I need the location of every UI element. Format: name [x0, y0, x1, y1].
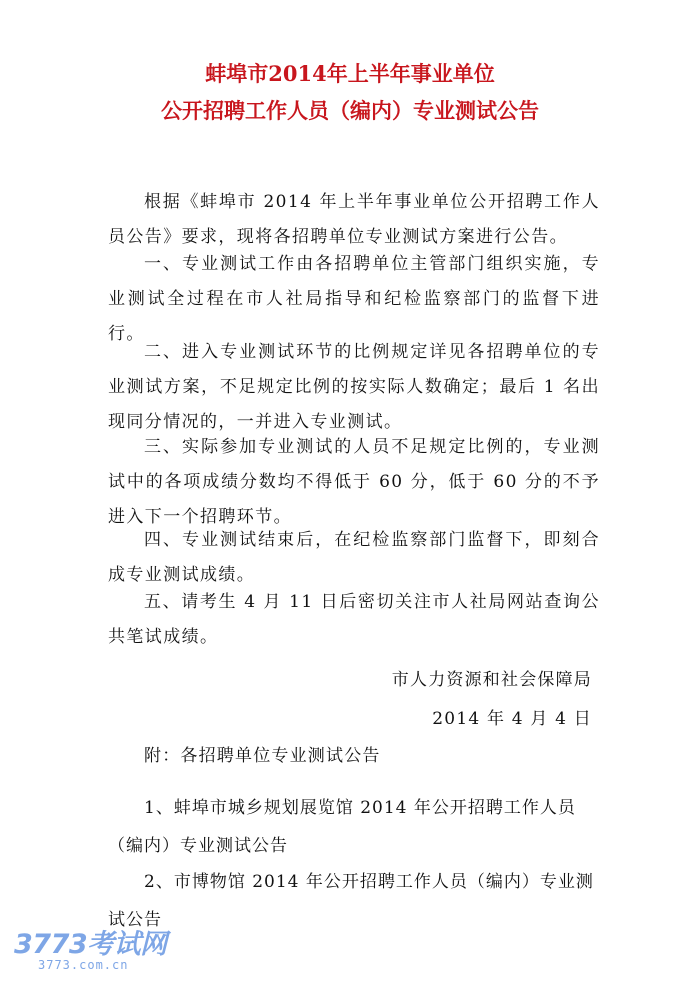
watermark-domain-text: 3773.com.cn — [38, 958, 129, 972]
paragraph-item-3: 三、实际参加专业测试的人员不足规定比例的，专业测试中的各项成绩分数均不得低于 60 分，低于 60 分的不予进入下一个招聘环节。 — [108, 437, 600, 527]
paragraph-item-4: 四、专业测试结束后，在纪检监察部门监督下，即刻合成专业测试成绩。 — [108, 530, 600, 585]
notice-title-line-2: 公开招聘工作人员（编内）专业测试公告 — [161, 98, 539, 123]
attachment-link-2[interactable]: 2、市博物馆 2014 年公开招聘工作人员（编内）专业测试公告 — [108, 872, 594, 930]
attachment-link-1[interactable]: 1、蚌埠市城乡规划展览馆 2014 年公开招聘工作人员（编内）专业测试公告 — [108, 798, 576, 856]
paragraph-item-5: 五、请考生 4 月 11 日后密切关注市人社局网站查询公共笔试成绩。 — [108, 592, 600, 647]
paragraph-item-2: 二、进入专业测试环节的比例规定详见各招聘单位的专业测试方案，不足规定比例的按实际人数确定；最后 1 名出现同分情况的，一并进入专业测试。 — [108, 342, 600, 432]
paragraph-intro: 根据《蚌埠市 2014 年上半年事业单位公开招聘工作人员公告》要求，现将各招聘单位专业测试方案进行公告。 — [108, 192, 600, 247]
signature-organization: 市人力资源和社会保障局 — [391, 670, 592, 690]
attachments-label: 附：各招聘单位专业测试公告 — [144, 746, 381, 766]
notice-title-line-1: 蚌埠市2014年上半年事业单位 — [205, 61, 495, 86]
watermark-logo-text: 3773考试网 — [14, 929, 167, 960]
site-watermark-logo — [12, 922, 182, 980]
signature-date: 2014 年 4 月 4 日 — [432, 709, 592, 729]
paragraph-item-1: 一、专业测试工作由各招聘单位主管部门组织实施，专业测试全过程在市人社局指导和纪检监察部门的监督下进行。 — [108, 254, 600, 344]
